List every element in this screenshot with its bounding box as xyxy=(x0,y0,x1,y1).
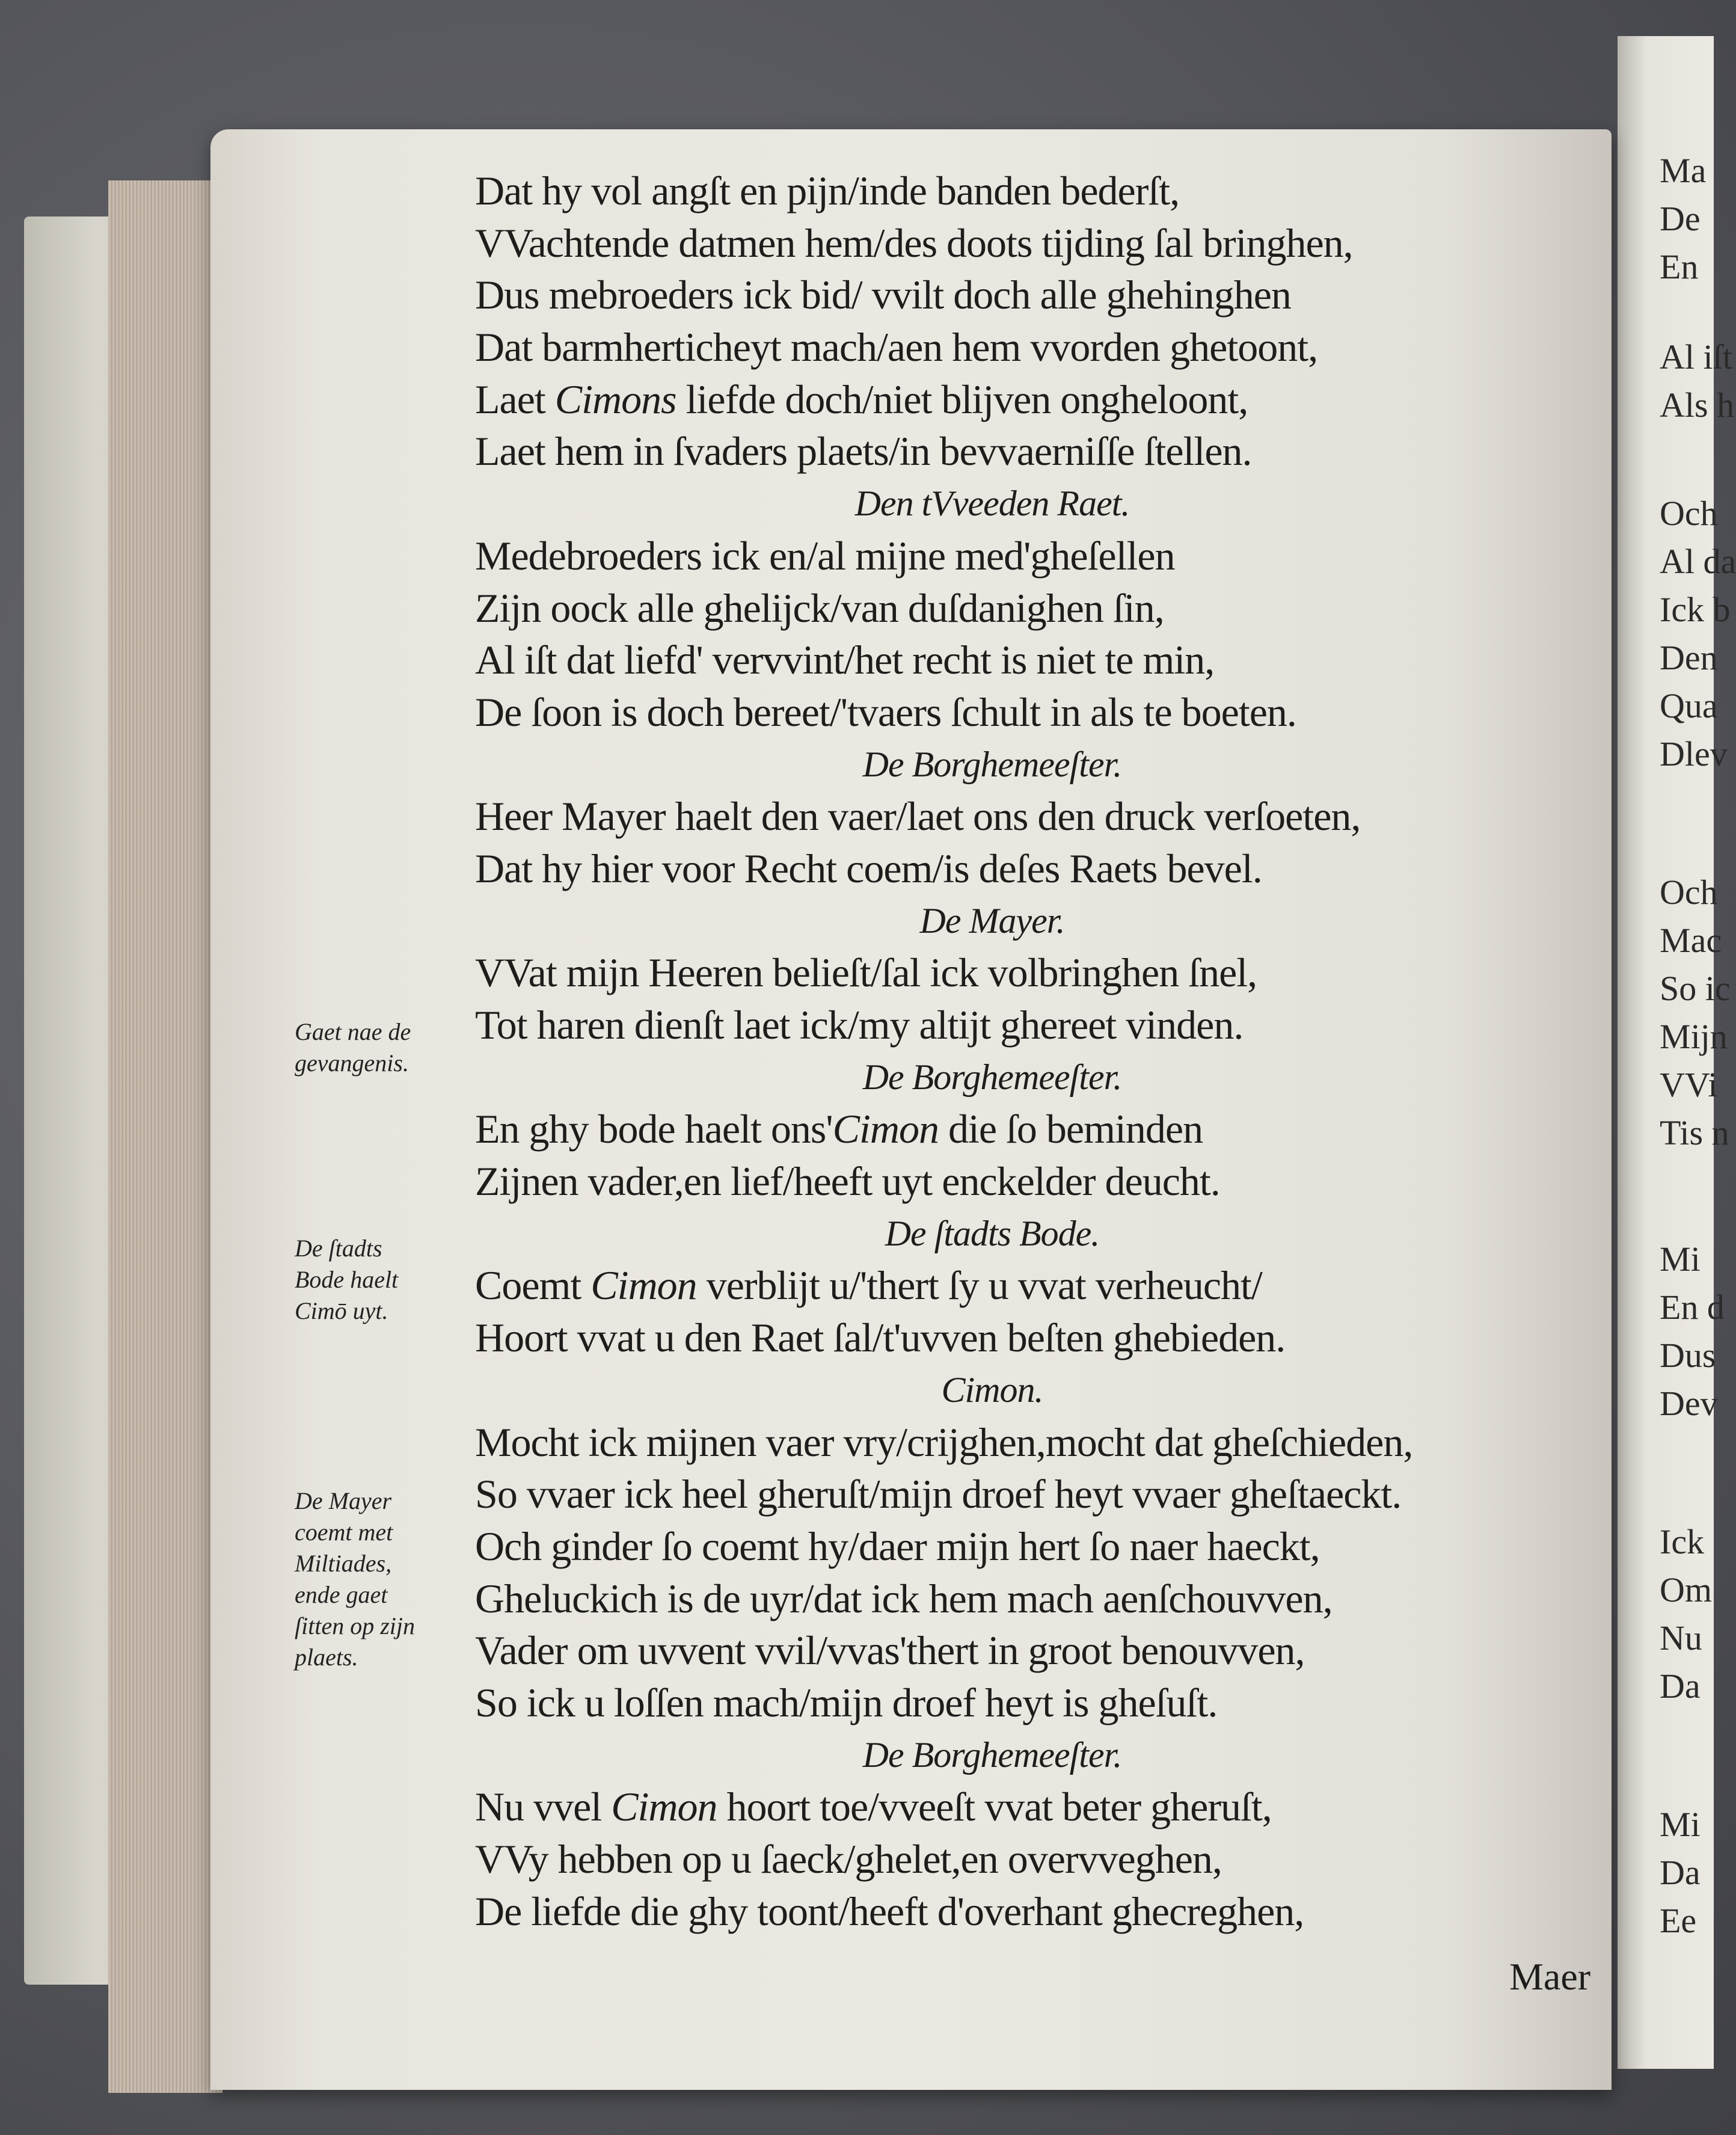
margin-note-line: Miltiades, xyxy=(295,1550,392,1577)
italic-name: Cimon xyxy=(611,1784,717,1830)
facing-page-fragment: Dev xyxy=(1660,1384,1718,1423)
verse-line: So vvaer ick heel gheruſt/mijn droef heyt vvaer gheſtaeckt. xyxy=(475,1471,1402,1517)
verse-line: So ick u loſſen mach/mijn droef heyt is gheſuſt. xyxy=(475,1679,1218,1725)
verse-line xyxy=(475,1103,1618,1155)
margin-note-line: Cimō uyt. xyxy=(295,1297,388,1324)
facing-page-fragment: Och xyxy=(1660,494,1718,533)
facing-page-fragment: Om xyxy=(1660,1570,1712,1609)
margin-note xyxy=(295,1233,463,1327)
page-edges xyxy=(108,180,222,2093)
speaker-heading: De Borghemeeſter. xyxy=(862,1057,1122,1097)
margin-note-line: De Mayer xyxy=(295,1487,392,1514)
facing-page-fragment: Mijn xyxy=(1660,1017,1728,1056)
verse-line: Dat hy hier voor Recht coem/is deſes Raets bevel. xyxy=(475,845,1262,891)
facing-page-fragment: Nu xyxy=(1660,1618,1702,1657)
verse-line: Al iſt dat liefd' vervvint/het recht is niet te min, xyxy=(475,637,1215,683)
speaker-heading: Den tVveeden Raet. xyxy=(854,484,1130,524)
margin-note xyxy=(295,1016,463,1079)
verse-fragment: En ghy bode haelt ons' xyxy=(475,1106,833,1152)
verse-fragment: Laet xyxy=(475,376,555,422)
verse-line: Tot haren dienſt laet ick/my altijt ghereet vinden. xyxy=(475,1002,1244,1048)
verse-line: VVat mijn Heeren belieſt/ſal ick volbringhen ſnel, xyxy=(475,950,1257,996)
verse-line: Vader om uvvent vvil/vvas'thert in groot benouvven, xyxy=(475,1627,1305,1674)
verse-line: Dat hy vol angſt en pijn/inde banden bederſt, xyxy=(475,168,1180,214)
verse-line: Dat barmherticheyt mach/aen hem vvorden ghetoont, xyxy=(475,324,1318,370)
verse-line: VVachtende datmen hem/des doots tijding ſal bringhen, xyxy=(475,220,1353,266)
margin-note-line: coemt met xyxy=(295,1519,393,1546)
facing-page-fragment: Da xyxy=(1660,1667,1701,1706)
speaker-heading: Cimon. xyxy=(941,1369,1043,1410)
facing-page-fragment: Al iſt xyxy=(1660,337,1732,376)
verse-line xyxy=(475,1259,1618,1312)
facing-page-fragment: Den xyxy=(1660,638,1718,677)
margin-note-line: ſitten op zijn xyxy=(295,1612,415,1639)
facing-page-fragment: Mi xyxy=(1660,1805,1701,1844)
speaker-heading: De Mayer. xyxy=(919,900,1065,941)
catchword: Maer xyxy=(1509,1955,1591,1998)
verse-fragment: liefde doch/niet blijven ongheloont, xyxy=(676,376,1248,422)
facing-page-fragment: Ee xyxy=(1660,1901,1697,1940)
verse-line: Zijn oock alle ghelijck/van duſdanighen ſin, xyxy=(475,585,1164,631)
italic-name: Cimon xyxy=(590,1262,697,1309)
facing-page-fragment: Ick xyxy=(1660,1522,1705,1561)
margin-note-line: Gaet nae de xyxy=(295,1018,411,1045)
italic-name: Cimon xyxy=(832,1106,939,1152)
verse-fragment: die ſo beminden xyxy=(938,1106,1203,1152)
facing-page-fragment: So ic xyxy=(1660,969,1731,1008)
margin-note-line: plaets. xyxy=(295,1644,358,1671)
speaker-heading: De ſtadts Bode. xyxy=(885,1213,1100,1253)
facing-page-fragment: Dlev xyxy=(1660,734,1728,773)
margin-note-line: Bode haelt xyxy=(295,1266,399,1293)
facing-page-fragment: Da xyxy=(1660,1853,1701,1892)
verse-fragment: Nu vvel xyxy=(475,1784,612,1830)
speaker-heading: De Borghemeeſter. xyxy=(862,744,1122,784)
verse-line: De liefde die ghy toont/heeft d'overhant ghecreghen, xyxy=(475,1888,1304,1934)
facing-page-fragment: Ma xyxy=(1660,151,1707,190)
facing-page-fragment: Mac xyxy=(1660,921,1722,960)
verse-line: Mocht ick mijnen vaer vry/crijghen,mocht dat gheſchieden, xyxy=(475,1419,1413,1465)
verse-line: VVy hebben op u ſaeck/ghelet,en overvveghen, xyxy=(475,1836,1222,1882)
verse-line: Zijnen vader,en lief/heeft uyt enckelder deucht. xyxy=(475,1158,1220,1205)
verse-line: Gheluckich is de uyr/dat ick hem mach aenſchouvven, xyxy=(475,1575,1333,1621)
margin-note-line: De ſtadts xyxy=(295,1235,382,1262)
margin-note xyxy=(295,1485,463,1673)
facing-page-fragment: Och xyxy=(1660,873,1718,912)
verse-line: Heer Mayer haelt den vaer/laet ons den druck verſoeten, xyxy=(475,793,1361,840)
facing-page-fragment: En d xyxy=(1660,1288,1725,1327)
verse-fragment: hoort toe/vveeſt vvat beter gheruſt, xyxy=(717,1784,1272,1830)
margin-note-line: gevangenis. xyxy=(295,1049,409,1077)
facing-page-fragment: Mi xyxy=(1660,1240,1701,1279)
verse-fragment: verblijt u/'thert ſy u vvat verheucht/ xyxy=(696,1262,1262,1309)
verse-line: Dus mebroeders ick bid/ vvilt doch alle ghehinghen xyxy=(475,272,1291,318)
verse-line xyxy=(475,1781,1618,1833)
facing-page-fragment: En xyxy=(1660,247,1699,286)
italic-name: Cimons xyxy=(554,376,676,422)
facing-page-fragment: Tis n xyxy=(1660,1113,1729,1152)
verse-line: Laet hem in ſvaders plaets/in bevvaerniſſe ſtellen. xyxy=(475,428,1252,475)
verse-line xyxy=(475,373,1618,426)
speaker-heading: De Borghemeeſter. xyxy=(862,1734,1122,1775)
facing-page-fragment: De xyxy=(1660,199,1701,238)
facing-page-fragment: Ick b xyxy=(1660,590,1731,629)
verse-text xyxy=(475,165,1618,1937)
margin-note-line: ende gaet xyxy=(295,1581,388,1608)
verse-line: Hoort vvat u den Raet ſal/t'uvven beſten ghebieden. xyxy=(475,1315,1286,1361)
facing-page-fragment: Dus xyxy=(1660,1336,1716,1375)
facing-page-fragment: Al da xyxy=(1660,542,1736,581)
verse-fragment: Coemt xyxy=(475,1262,591,1309)
verse-line: Medebroeders ick en/al mijne med'gheſellen xyxy=(475,532,1175,579)
facing-page-fragment: Qua xyxy=(1660,686,1718,725)
verse-line: De ſoon is doch bereet/'tvaers ſchult in als te boeten. xyxy=(475,689,1296,735)
facing-page-fragment: VVi xyxy=(1660,1065,1718,1104)
verse-line: Och ginder ſo coemt hy/daer mijn hert ſo naer haeckt, xyxy=(475,1523,1320,1569)
facing-page-fragment: Als h xyxy=(1660,386,1735,425)
